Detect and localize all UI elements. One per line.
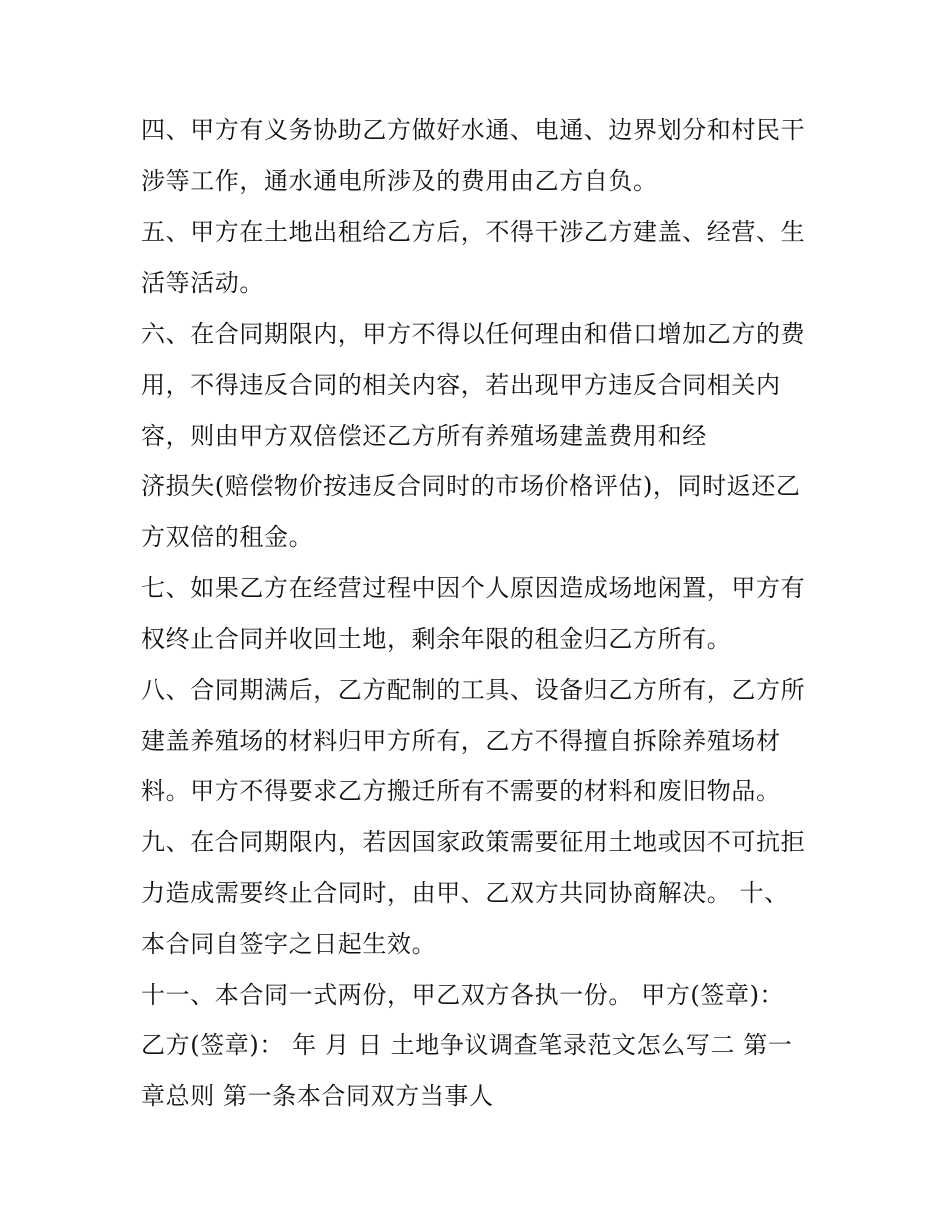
text-line: 六、在合同期限内，甲方不得以任何理由和借口增加乙方的费 <box>141 320 806 348</box>
text-line: 乙方(签章)： 年 月 日 土地争议调查笔录范文怎么写二 第一 <box>141 1031 793 1059</box>
text-line: 济损失(赔偿物价按违反合同时的市场价格评估)，同时返还乙 <box>141 472 801 500</box>
text-line: 四、甲方有义务协助乙方做好水通、电通、边界划分和村民干 <box>141 116 806 144</box>
text-line: 料。甲方不得要求乙方搬迁所有不需要的材料和废旧物品。 <box>141 777 781 805</box>
text-line: 章总则 第一条本合同双方当事人 <box>141 1082 494 1110</box>
text-line: 涉等工作，通水通电所涉及的费用由乙方自负。 <box>141 167 658 195</box>
text-line: 容，则由甲方双倍偿还乙方所有养殖场建盖费用和经 <box>141 422 707 450</box>
text-line: 力造成需要终止合同时，由甲、乙双方共同协商解决。 十、 <box>141 879 789 907</box>
text-line: 十一、本合同一式两份，甲乙双方各执一份。 甲方(签章)： <box>141 981 785 1009</box>
text-line: 五、甲方在土地出租给乙方后，不得干涉乙方建盖、经营、生 <box>141 218 806 246</box>
text-line: 方双倍的租金。 <box>141 523 314 551</box>
text-line: 七、如果乙方在经营过程中因个人原因造成场地闲置，甲方有 <box>141 574 806 602</box>
text-line: 权终止合同并收回土地，剩余年限的租金归乙方所有。 <box>141 625 732 653</box>
text-line: 九、在合同期限内，若因国家政策需要征用土地或因不可抗拒 <box>141 828 806 856</box>
text-line: 本合同自签字之日起生效。 <box>141 930 437 958</box>
text-line: 活等活动。 <box>141 269 264 297</box>
text-line: 用，不得违反合同的相关内容，若出现甲方违反合同相关内 <box>141 371 781 399</box>
text-line: 八、合同期满后，乙方配制的工具、设备归乙方所有，乙方所 <box>141 676 806 704</box>
text-line: 建盖养殖场的材料归甲方所有，乙方不得擅自拆除养殖场材 <box>141 727 781 755</box>
